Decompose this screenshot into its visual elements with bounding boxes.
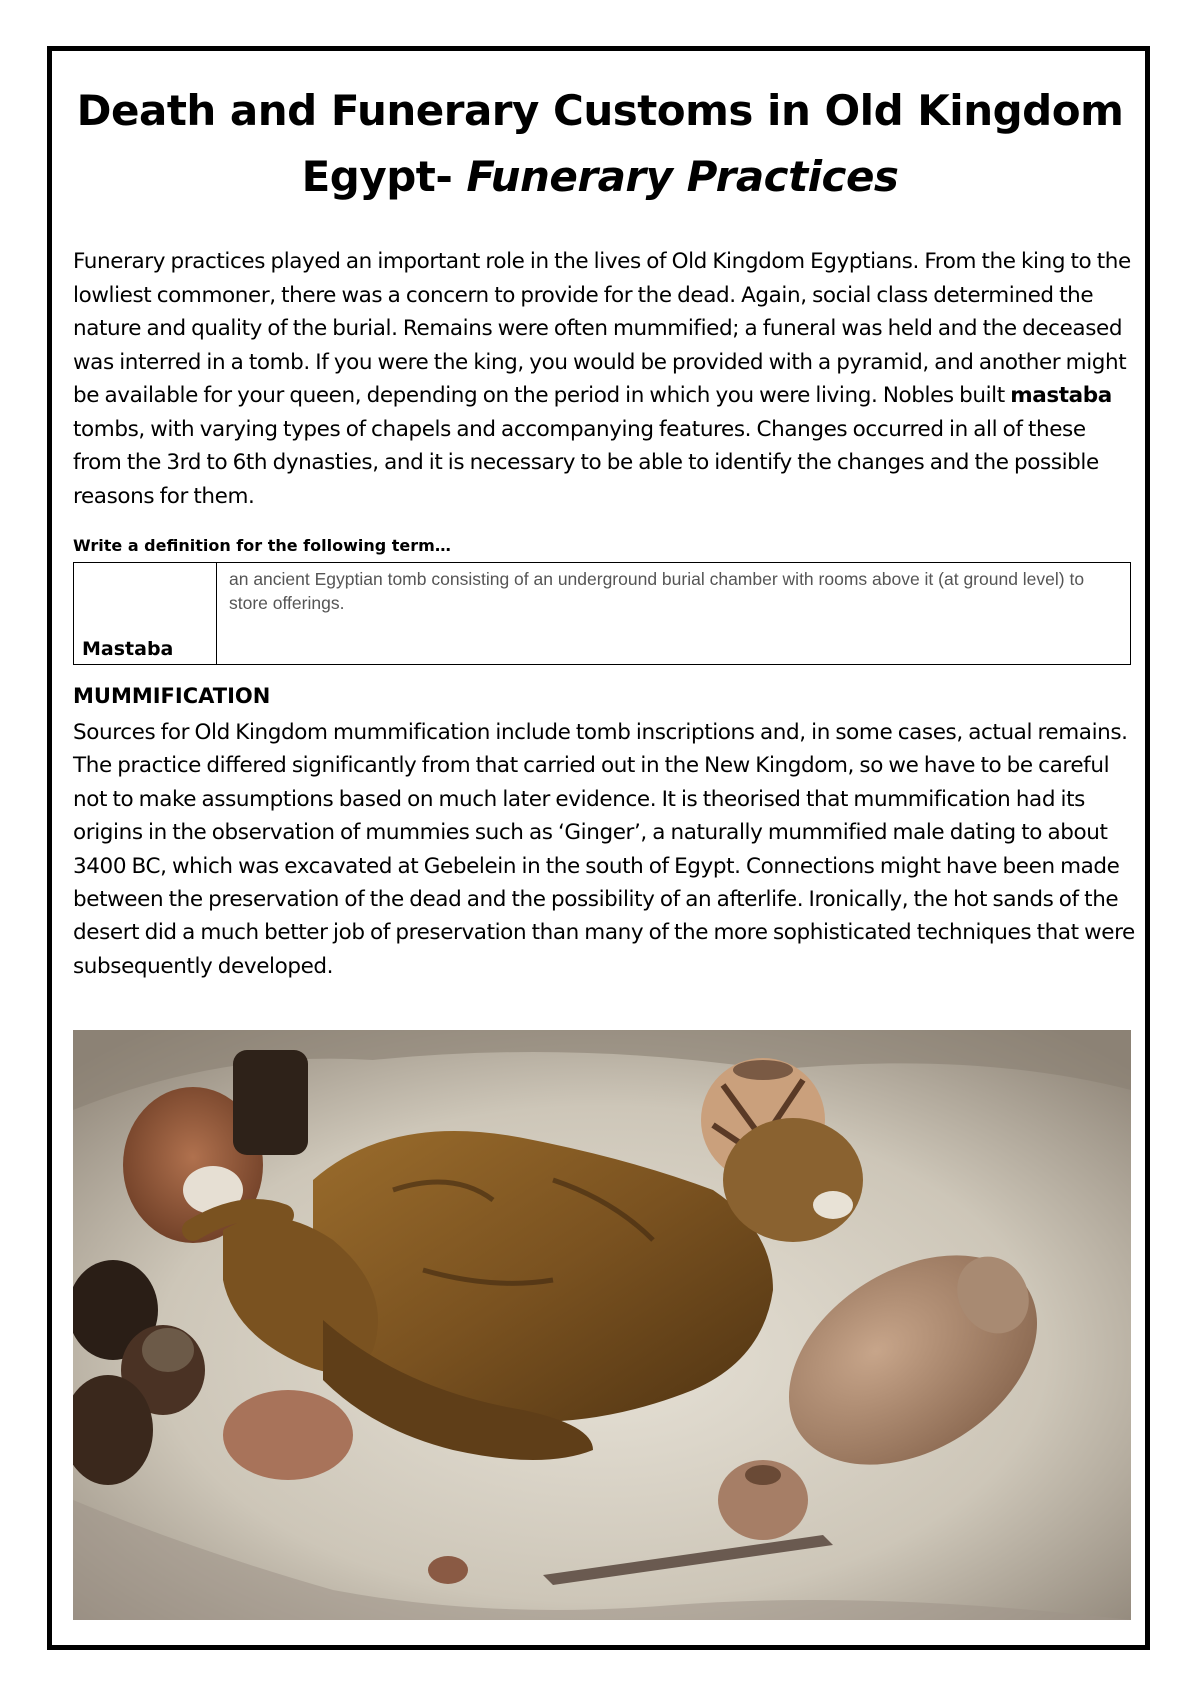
intro-text-2: tombs, with varying types of chapels and accompanying features. Changes occurred in all of these from the 3rd to 6th dynasties, and it is necessary to be able to identify the changes and the possible reasons for them. xyxy=(73,416,1099,509)
section-heading-mummification: MUMMIFICATION xyxy=(73,684,271,708)
photo-illustration xyxy=(73,1030,1131,1620)
definition-table xyxy=(73,562,1131,665)
page-title xyxy=(60,78,1140,210)
intro-text-1: Funerary practices played an important role in the lives of Old Kingdom Egyptians. From the king to the lowliest commoner, there was a concern to provide for the dead. Again, social class determined the nature and quality of the burial. Remains were often mummified; a funeral was held and the deceased was interred in a tomb. If you were the king, you would be provided with a pyramid, and another might be available for your queen, depending on the period in which you were living. Nobles built xyxy=(73,249,1131,408)
title-subtitle: Funerary Practices xyxy=(466,152,899,201)
definition-answer-field[interactable]: an ancient Egyptian tomb consisting of an underground burial chamber with rooms above it (at ground level) to store offerings. xyxy=(229,569,1085,613)
intro-bold-term: mastaba xyxy=(1010,383,1112,408)
definition-term-cell xyxy=(74,563,217,664)
title-main: Death and Funerary Customs in Old Kingdom Egypt- xyxy=(76,86,1124,201)
definition-term: Mastaba xyxy=(82,638,174,660)
small-jar-bottom xyxy=(718,1460,808,1540)
tiny-pot xyxy=(428,1556,468,1584)
bowl-bottom-left xyxy=(223,1390,353,1480)
definition-prompt: Write a definition for the following term… xyxy=(73,536,451,555)
ginger-mummy-photo xyxy=(73,1030,1131,1620)
dark-cup-top xyxy=(233,1050,308,1155)
mummification-paragraph: Sources for Old Kingdom mummification include tomb inscriptions and, in some cases, actual remains. The practice differed significantly from that carried out in the New Kingdom, so we have to be careful not to make assumptions based on much later evidence. It is theorised that mummification had its origins in the observation of mummies such as ‘Ginger’, a naturally mummified male dating to about 3400 BC, which was excavated at Gebelein in the south of Egypt. Connections might have been made between the preservation of the dead and the possibility of an afterlife. Ironically, the hot sands of the desert did a much better job of preservation than many of the more sophisticated techniques that were subsequently developed. xyxy=(73,720,1135,979)
intro-paragraph xyxy=(73,245,1138,513)
